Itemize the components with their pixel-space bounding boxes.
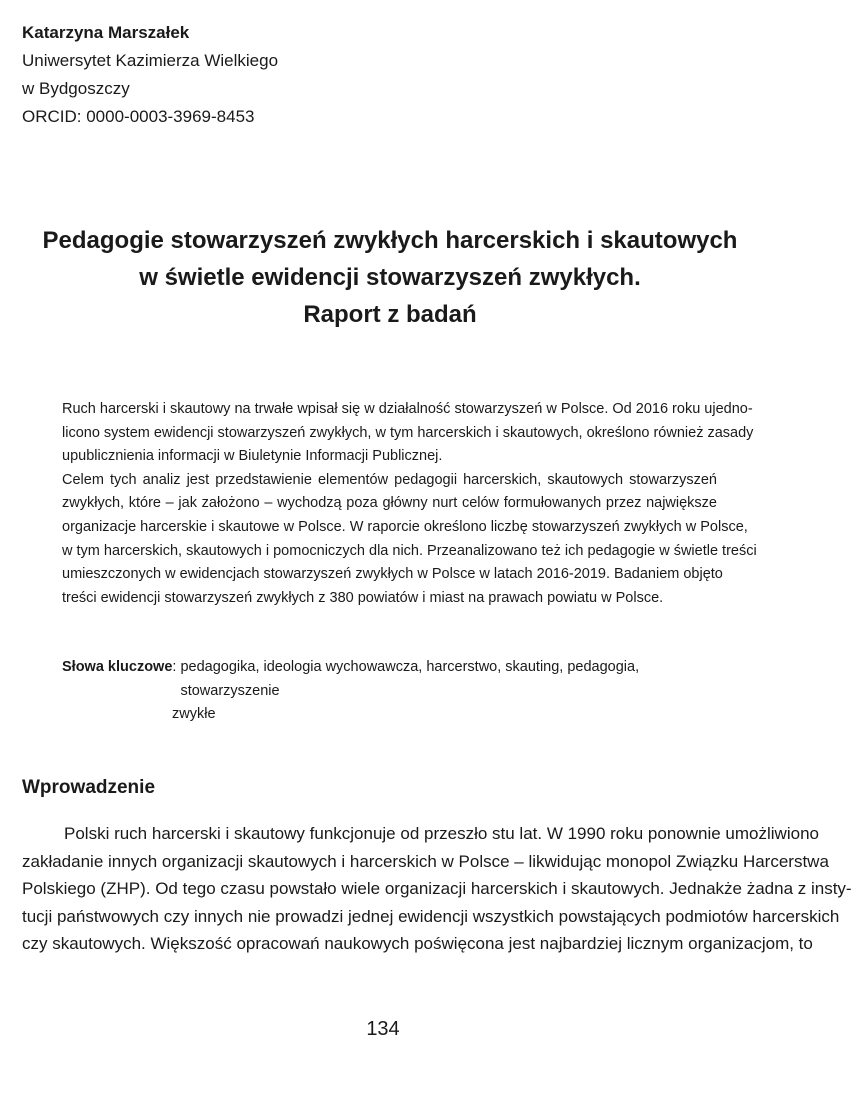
keywords-row bbox=[62, 656, 717, 703]
title-line-1: Pedagogie stowarzyszeń zwykłych harcerskich i skautowych bbox=[42, 227, 738, 254]
body-paragraph bbox=[22, 820, 852, 958]
keywords bbox=[62, 656, 717, 727]
abstract-line: zwykłych, które – jak założono – wychodzą poza główny nurt celów formułowanych przez największe bbox=[62, 495, 717, 512]
abstract bbox=[62, 398, 757, 610]
abstract-line: upublicznienia informacji w Biuletynie Informacji Publicznej. bbox=[62, 448, 443, 465]
author-block bbox=[22, 19, 278, 131]
body-line: Polski ruch harcerski i skautowy funkcjonuje od przeszło stu lat. W 1990 roku ponownie umożliwiono bbox=[64, 824, 819, 843]
body-line: tucji państwowych czy innych nie prowadzi jednej ewidencji wszystkich powstających podmiotów harcerskich bbox=[22, 906, 840, 926]
abstract-line: w tym harcerskich, skautowych i pomocniczych dla nich. Przeanalizowano też ich pedagogie w świetle treści bbox=[62, 542, 757, 559]
abstract-line: umieszczonych w ewidencjach stowarzyszeń zwykłych w Polsce w latach 2016-2019. Badaniem objęto bbox=[62, 566, 723, 583]
body-line: Polskiego (ZHP). Od tego czasu powstało wiele organizacji harcerskich i skautowych. Jednakże żadna z insty- bbox=[22, 879, 852, 898]
keywords-separator: : bbox=[172, 659, 177, 675]
author-name: Katarzyna Marszałek bbox=[22, 23, 190, 42]
keywords-list: pedagogika, ideologia wychowawcza, harcerstwo, skauting, pedagogia, stowarzyszenie bbox=[180, 659, 640, 699]
paper-title bbox=[40, 222, 740, 333]
section-heading: Wprowadzenie bbox=[22, 777, 156, 798]
keywords-label: Słowa kluczowe bbox=[62, 659, 173, 675]
author-orcid: ORCID: 0000-0003-3969-8453 bbox=[22, 107, 255, 126]
abstract-line: Ruch harcerski i skautowy na trwałe wpisał się w działalność stowarzyszeń w Polsce. Od 2016 roku ujedno- bbox=[62, 401, 753, 417]
abstract-line: organizacje harcerskie i skautowe w Polsce. W raporcie określono liczbę stowarzyszeń zwykłych w Polsce, bbox=[62, 518, 748, 535]
abstract-paragraph-2 bbox=[62, 469, 757, 611]
page-number: 134 bbox=[366, 1018, 400, 1040]
title-line-2: w świetle ewidencji stowarzyszeń zwykłych. bbox=[139, 264, 641, 291]
abstract-line: treści ewidencji stowarzyszeń zwykłych z 380 powiatów i miast na prawach powiatu w Polsce. bbox=[62, 589, 664, 606]
author-affiliation-city: w Bydgoszczy bbox=[22, 79, 130, 98]
body-line: zakładanie innych organizacji skautowych i harcerskich w Polsce – likwidując monopol Związku Harcerstwa bbox=[22, 851, 829, 871]
abstract-line: Celem tych analiz jest przedstawienie elementów pedagogii harcerskich, skautowych stowarzyszeń bbox=[62, 471, 717, 488]
title-line-3: Raport z badań bbox=[303, 301, 477, 328]
keywords-list-continued: zwykłe bbox=[172, 706, 216, 723]
abstract-line: licono system ewidencji stowarzyszeń zwykłych, w tym harcerskich i skautowych, określono również zasady bbox=[62, 424, 754, 441]
abstract-paragraph-1 bbox=[62, 398, 754, 469]
author-affiliation: Uniwersytet Kazimierza Wielkiego bbox=[22, 51, 279, 70]
body-line: czy skautowych. Większość opracowań naukowych poświęcona jest najbardziej licznym organizacjom, to bbox=[22, 934, 813, 953]
